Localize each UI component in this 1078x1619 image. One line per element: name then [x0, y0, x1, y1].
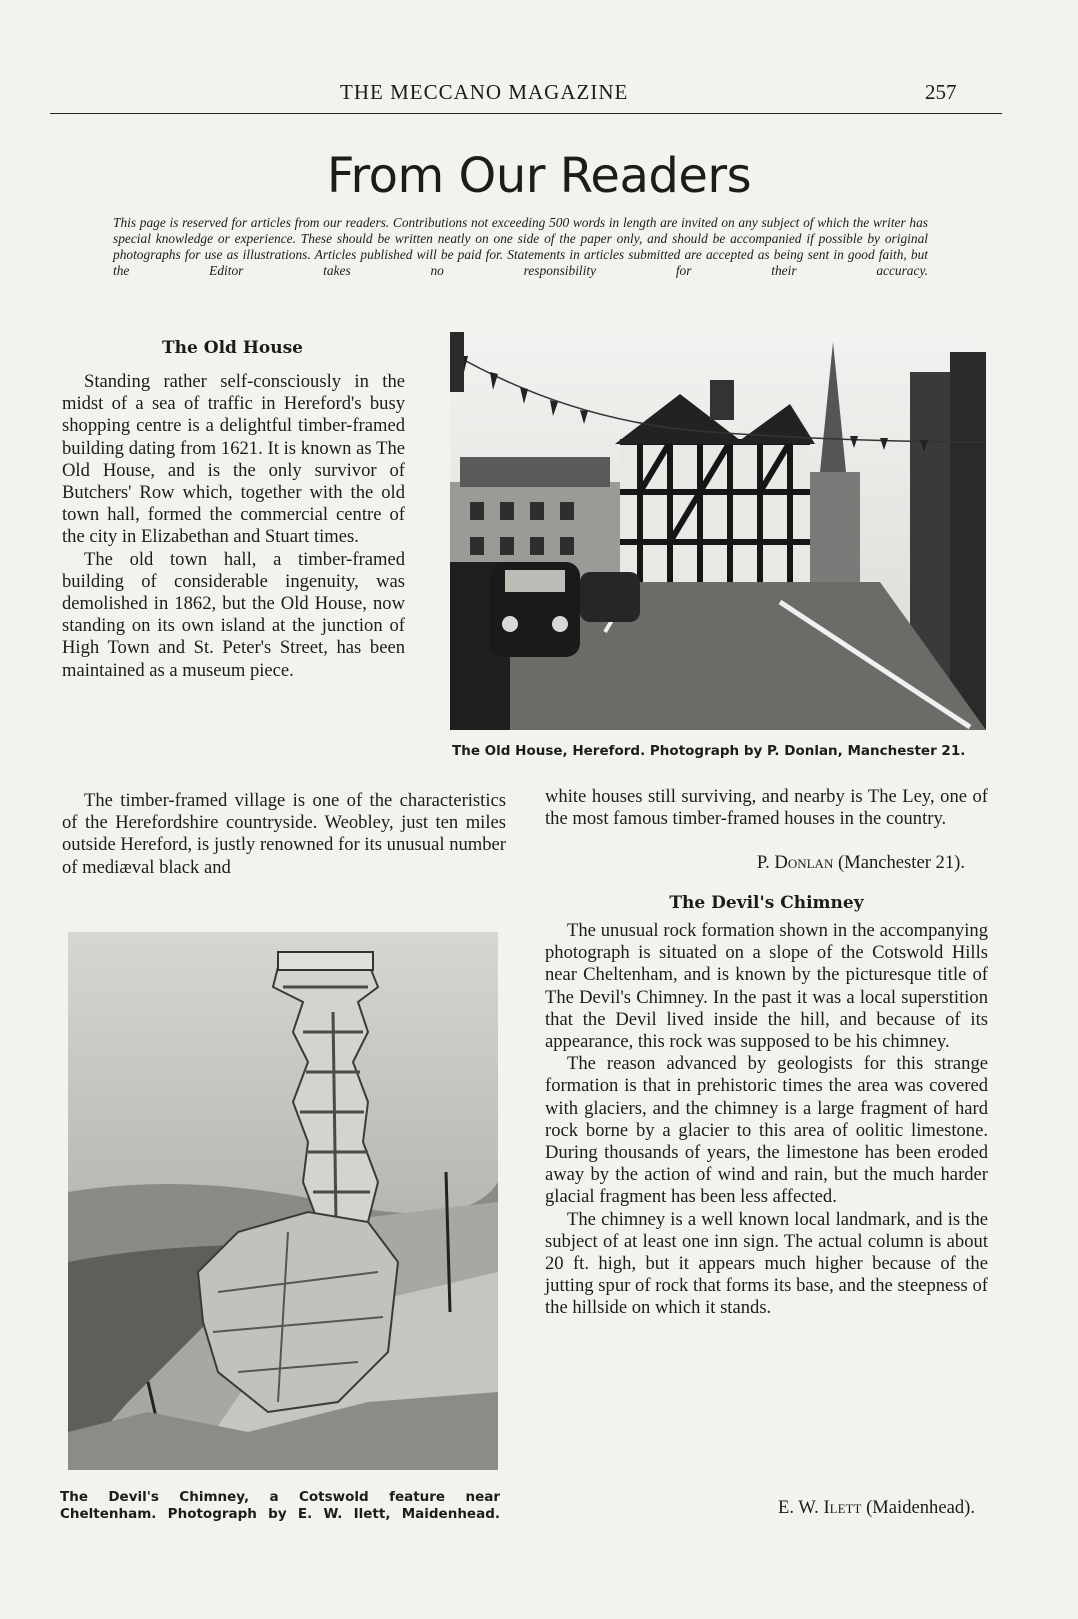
devils-chimney-signature [545, 1497, 975, 1519]
old-house-photo [450, 332, 986, 730]
old-house-paragraph-1: Standing rather self-consciously in the midst of a sea of traffic in Hereford's busy shopping centre is a delightful timber-framed building dating from 1621. It is known as The Old House, and is the only survivor of Butchers' Row which, together with the old town hall, formed the commercial centre of the city in Elizabethan and Stuart times. [62, 371, 405, 548]
article-heading-devils-chimney: The Devil's Chimney [669, 893, 864, 913]
old-house-paragraph-3b: white houses still surviving, and nearby is The Ley, one of the most famous timber-framed houses in the country. [545, 786, 988, 830]
old-house-paragraph-3a: The timber-framed village is one of the characteristics of the Herefordshire countryside. Weobley, just ten miles outside Hereford, is justly renowned for its unusual number of mediæval black and [62, 790, 506, 878]
old-house-column-bottom [62, 790, 506, 879]
devils-chimney-paragraph-2: The reason advanced by geologists for this strange formation is that in prehistoric times the area was covered with glaciers, and the chimney is a large fragment of hard rock borne by a glacier to this area of oolitic limestone. During thousands of years, the limestone has been eroded away by the action of wind and rain, but the much harder glacial fragment has been less affected. [545, 1053, 988, 1208]
page-number: 257 [925, 80, 957, 104]
old-house-continuation [545, 786, 988, 830]
devils-chimney-column [545, 920, 988, 1320]
devils-chimney-photo [68, 932, 498, 1470]
old-house-column-top [62, 371, 405, 682]
running-title: THE MECCANO MAGAZINE [340, 80, 629, 104]
devils-chimney-caption: The Devil's Chimney, a Cotswold feature near Cheltenham. Photograph by E. W. Ilett, Maidenhead. [60, 1489, 500, 1522]
old-house-caption: The Old House, Hereford. Photograph by P. Donlan, Manchester 21. [452, 743, 966, 759]
signature-name: E. W. Ilett [777, 1497, 862, 1518]
signature-place: (Manchester 21). [837, 852, 965, 873]
signature-name: P. Donlan [756, 852, 834, 873]
article-heading-old-house: The Old House [162, 338, 303, 358]
header-rule [50, 113, 1002, 114]
page-title: From Our Readers [326, 148, 752, 204]
devils-chimney-paragraph-3: The chimney is a well known local landmark, and is the subject of at least one inn sign. The actual column is about 20 ft. high, but it appears much higher because of the jutting spur of rock that forms its base, and the steepness of the hillside on which it stands. [545, 1208, 988, 1319]
devils-chimney-paragraph-1: The unusual rock formation shown in the accompanying photograph is situated on a slope of the Cotswold Hills near Cheltenham, and is known by the picturesque title of The Devil's Chimney. In the past it was a local superstition that the Devil lived inside the hill, and because of its appearance, this rock was supposed to be his chimney. [545, 920, 988, 1053]
old-house-paragraph-2: The old town hall, a timber-framed building of considerable ingenuity, was demolished in 1862, but the Old House, now standing on its own island at the junction of High Town and St. Peter's Street, has been maintained as a museum piece. [62, 548, 405, 681]
old-house-signature [545, 852, 965, 874]
signature-place: (Maidenhead). [866, 1497, 975, 1518]
intro-note: This page is reserved for articles from our readers. Contributions not exceeding 500 words in length are invited on any subject of which the writer has special knowledge or experience. These should be written neatly on one side of the paper only, and should be accompanied if possible by original photographs for use as illustrations. Articles published will be paid for. Statements in articles submitted are accepted as being sent in good faith, but the Editor takes no responsibility for their accuracy. [113, 215, 928, 278]
